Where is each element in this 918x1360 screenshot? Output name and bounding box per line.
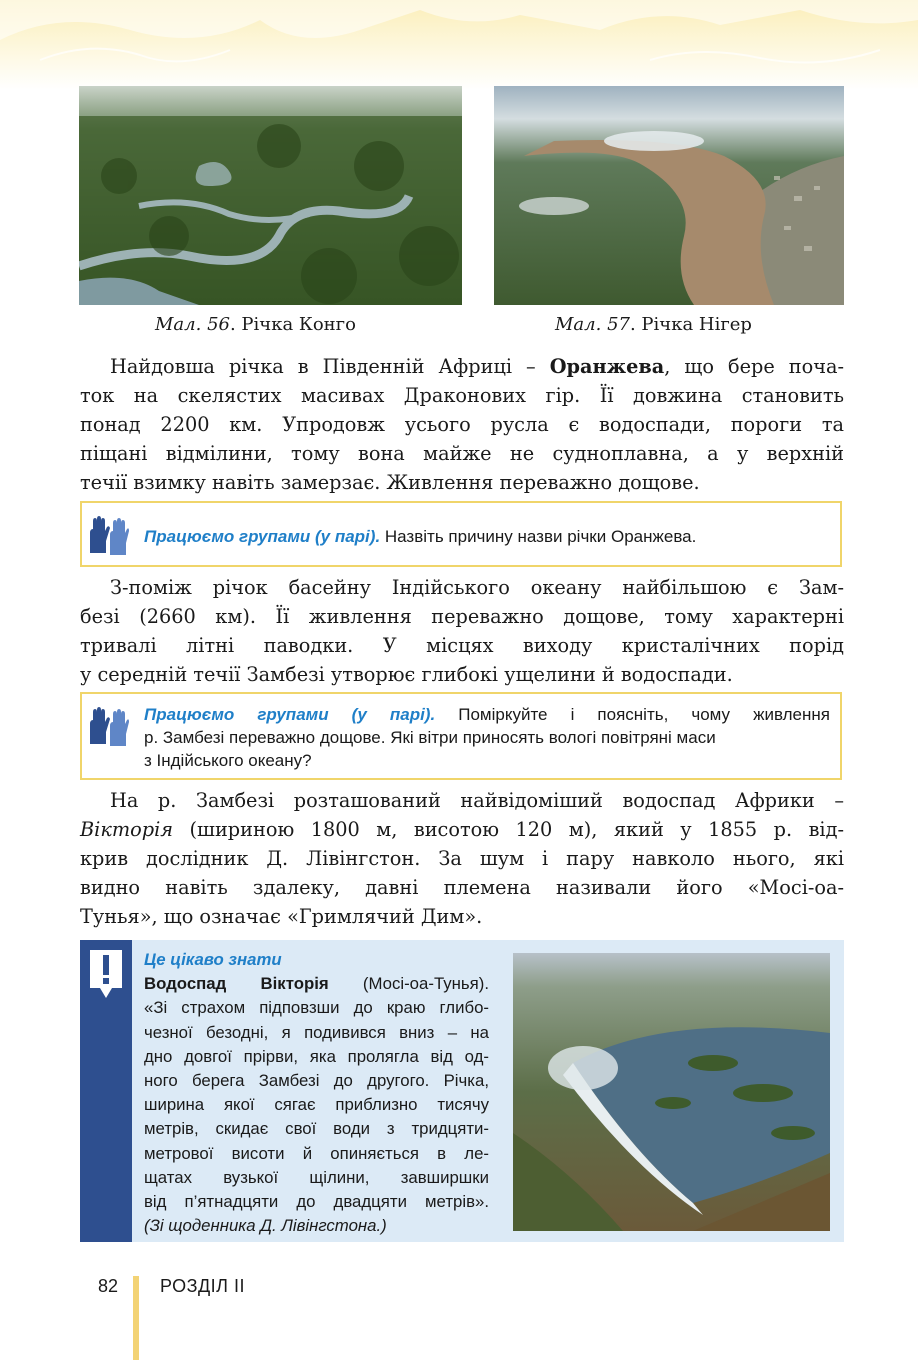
congo-river-photo [79, 86, 462, 305]
text-line: понад 2200 км. Упродовж усього русла є водоспади, пороги та [80, 413, 844, 436]
text-line [80, 815, 844, 844]
italic-term: Вікторія [80, 818, 174, 841]
figure-caption-niger [555, 314, 752, 335]
text-line: безі (2660 км). Її живлення переважно дощове, тому характерні [80, 605, 844, 628]
text-line: «Зі страхом підповзши до краю глибо- [144, 998, 489, 1018]
paragraph-zambezi [80, 573, 844, 689]
figure-caption-congo [155, 314, 356, 335]
quote-source: (Зі щоденника Д. Лівінгстона.) [144, 1216, 387, 1236]
niger-river-photo [494, 86, 844, 305]
text-line [144, 703, 830, 726]
figure-label: Мал. 57 [555, 314, 630, 335]
raised-hands-icon [86, 513, 130, 563]
text-line: тривалі літні паводки. У місцях виходу кристалічних порід [80, 634, 844, 657]
figure-caption-text: . Річка Конго [229, 314, 356, 335]
text-line: піщані відмілини, тому вона майже не судноплавна, а у верхній [80, 442, 844, 465]
text-line: крив дослідник Д. Лівінгстон. За шум і пару навколо нього, які [80, 847, 844, 870]
group-task-box-1 [80, 501, 842, 567]
text-line: течії взимку навіть замерзає. Живлення переважно дощове. [80, 471, 700, 494]
section-title: РОЗДІЛ II [160, 1276, 245, 1296]
text-run: , що бере поча- [664, 355, 844, 378]
text-line [80, 352, 844, 381]
text-line: р. Замбезі переважно дощове. Які вітри приносять вологі повітряні маси [144, 728, 716, 747]
fact-sidebar [80, 940, 132, 1242]
text-line: від п’ятнадцяти до двадцяти метрів». [144, 1192, 489, 1212]
text-line: видно навіть здалеку, давні племена називали його «Мосі-оа- [80, 876, 844, 899]
text-line: ширина якої сягає приблизно тисячу [144, 1095, 489, 1115]
victoria-falls-photo [513, 953, 830, 1231]
text-line: метрової висоти й опиняється в ле- [144, 1143, 489, 1163]
task-text [144, 525, 830, 548]
text-run: Назвіть причину назви річки Оранжева. [380, 527, 697, 546]
bold-term: Оранжева [549, 355, 665, 378]
text-run: Поміркуйте і поясніть, чому живлення [435, 705, 830, 724]
text-run: Найдовша річка в Південній Африці – [110, 355, 550, 378]
footer-divider [133, 1276, 139, 1360]
map-header-decoration [0, 0, 918, 90]
raised-hands-icon [86, 704, 130, 754]
exclamation-icon [80, 940, 132, 1010]
text-line: ного берега Замбезі до другого. Річка, [144, 1071, 489, 1091]
text-line: у середній течії Замбезі утворює глибокі ущелини й водоспади. [80, 663, 733, 686]
text-line: чезної безодні, я подивився вниз – на [144, 1022, 489, 1042]
text-line [144, 525, 830, 548]
task-lead: Працюємо групами (у парі). [144, 705, 436, 724]
text-line: Тунья», що означає «Гримлячий Дим». [80, 905, 483, 928]
figure-label: Мал. 56 [155, 314, 230, 335]
text-line: з Індійського океану? [144, 751, 312, 770]
text-line: щатах вузької щілини, завширшки [144, 1167, 489, 1187]
figure-caption-text: . Річка Нігер [629, 314, 752, 335]
text-line: На р. Замбезі розташований найвідоміший водоспад Африки – [110, 789, 844, 812]
fact-title: Це цікаво знати [144, 950, 282, 969]
text-run: (Мосі-оа-Тунья). [328, 974, 489, 994]
text-run: (шириною 1800 м, висотою 120 м), який у 1855 р. від- [173, 818, 844, 841]
task-lead: Працюємо групами (у парі). [144, 527, 381, 546]
task-text [144, 703, 830, 772]
text-line: дно довгої прірви, яка пролягла від од- [144, 1046, 489, 1066]
page-number: 82 [98, 1276, 119, 1296]
text-line [144, 972, 489, 996]
fact-text [144, 948, 489, 1238]
text-line: ток на скелястих масивах Драконових гір. Її довжина становить [80, 384, 844, 407]
text-line: З-поміж річок басейну Індійського океану найбільшою є Зам- [110, 576, 844, 599]
group-task-box-2 [80, 692, 842, 780]
bold-term: Водоспад Вікторія [144, 974, 329, 994]
paragraph-orange-river [80, 352, 844, 497]
text-line: метрів, скидає свої води з тридцяти- [144, 1119, 489, 1139]
paragraph-victoria-falls [80, 786, 844, 931]
